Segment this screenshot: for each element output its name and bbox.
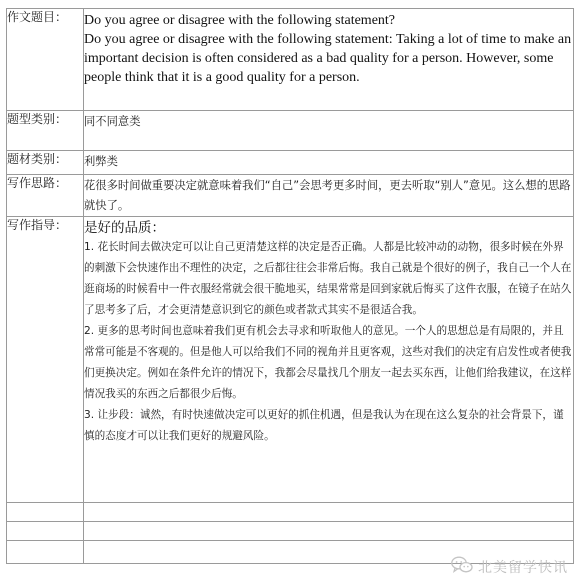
- guide-label: 写作指导：: [7, 217, 84, 503]
- type-value: 同不同意类: [84, 111, 574, 151]
- type-row: [7, 111, 574, 151]
- empty-row-2: [7, 522, 574, 541]
- material-row: [7, 151, 574, 175]
- guide-point-1: 1. 花长时间去做决定可以让自己更清楚这样的决定是否正确。人都是比较冲动的动物，很多时候在外界的刺激下会快速作出不理性的决定，之后都往往会非常后悔。我自己就是个很好的例子，我自己一个人在逛商场的时候看中一件衣服经常就会很干脆地买，结果常常是回到家就后悔买了这件衣服，在镜子在站久了思考多了后，才会更清楚意识到它的颜色或者款式其实不是很适合我。: [84, 241, 572, 316]
- watermark: [451, 556, 568, 578]
- essay-outline-table: [6, 8, 574, 564]
- guide-row: [7, 217, 574, 503]
- idea-value: 花很多时间做重要决定就意味着我们“自己”会思考更多时间，更去听取“别人”意见。这么想的思路就快了。: [84, 175, 574, 217]
- topic-question: Do you agree or disagree with the following statement?: [84, 13, 396, 28]
- watermark-text: 北美留学快讯: [478, 560, 568, 576]
- guide-point-3: 3. 让步段：诚然，有时快速做决定可以更好的抓住机遇，但是我认为在现在这么复杂的社会背景下，谨慎的态度才可以让我们更好的规避风险。: [84, 409, 564, 442]
- idea-row: [7, 175, 574, 217]
- guide-heading: 是好的品质：: [84, 220, 165, 236]
- topic-label: 作文题目：: [7, 9, 84, 111]
- idea-label: 写作思路：: [7, 175, 84, 217]
- topic-row: [7, 9, 574, 111]
- material-value: 利弊类: [84, 151, 574, 175]
- empty-row-1: [7, 503, 574, 522]
- type-label: 题型类别：: [7, 111, 84, 151]
- wechat-icon: [451, 556, 478, 578]
- topic-statement: Do you agree or disagree with the following statement: Taking a lot of time to make an important decision is often considered as a bad quality for a person. However, some people think that it is a good quality for a person.: [84, 32, 572, 85]
- guide-cell: [84, 217, 574, 503]
- guide-point-2: 2. 更多的思考时间也意味着我们更有机会去寻求和听取他人的意见。一个人的思想总是有局限的，并且常常可能是不客观的。但是他人可以给我们不同的视角并且更客观，这些对我们的决定有启发性或者使我们更换决定。例如在条件允许的情况下，我都会尽量找几个朋友一起去买东西，让他们给我建议，在这样情况我买的东西之后都很少后悔。: [84, 325, 572, 400]
- material-label: 题材类别：: [7, 151, 84, 175]
- topic-cell: [84, 9, 574, 111]
